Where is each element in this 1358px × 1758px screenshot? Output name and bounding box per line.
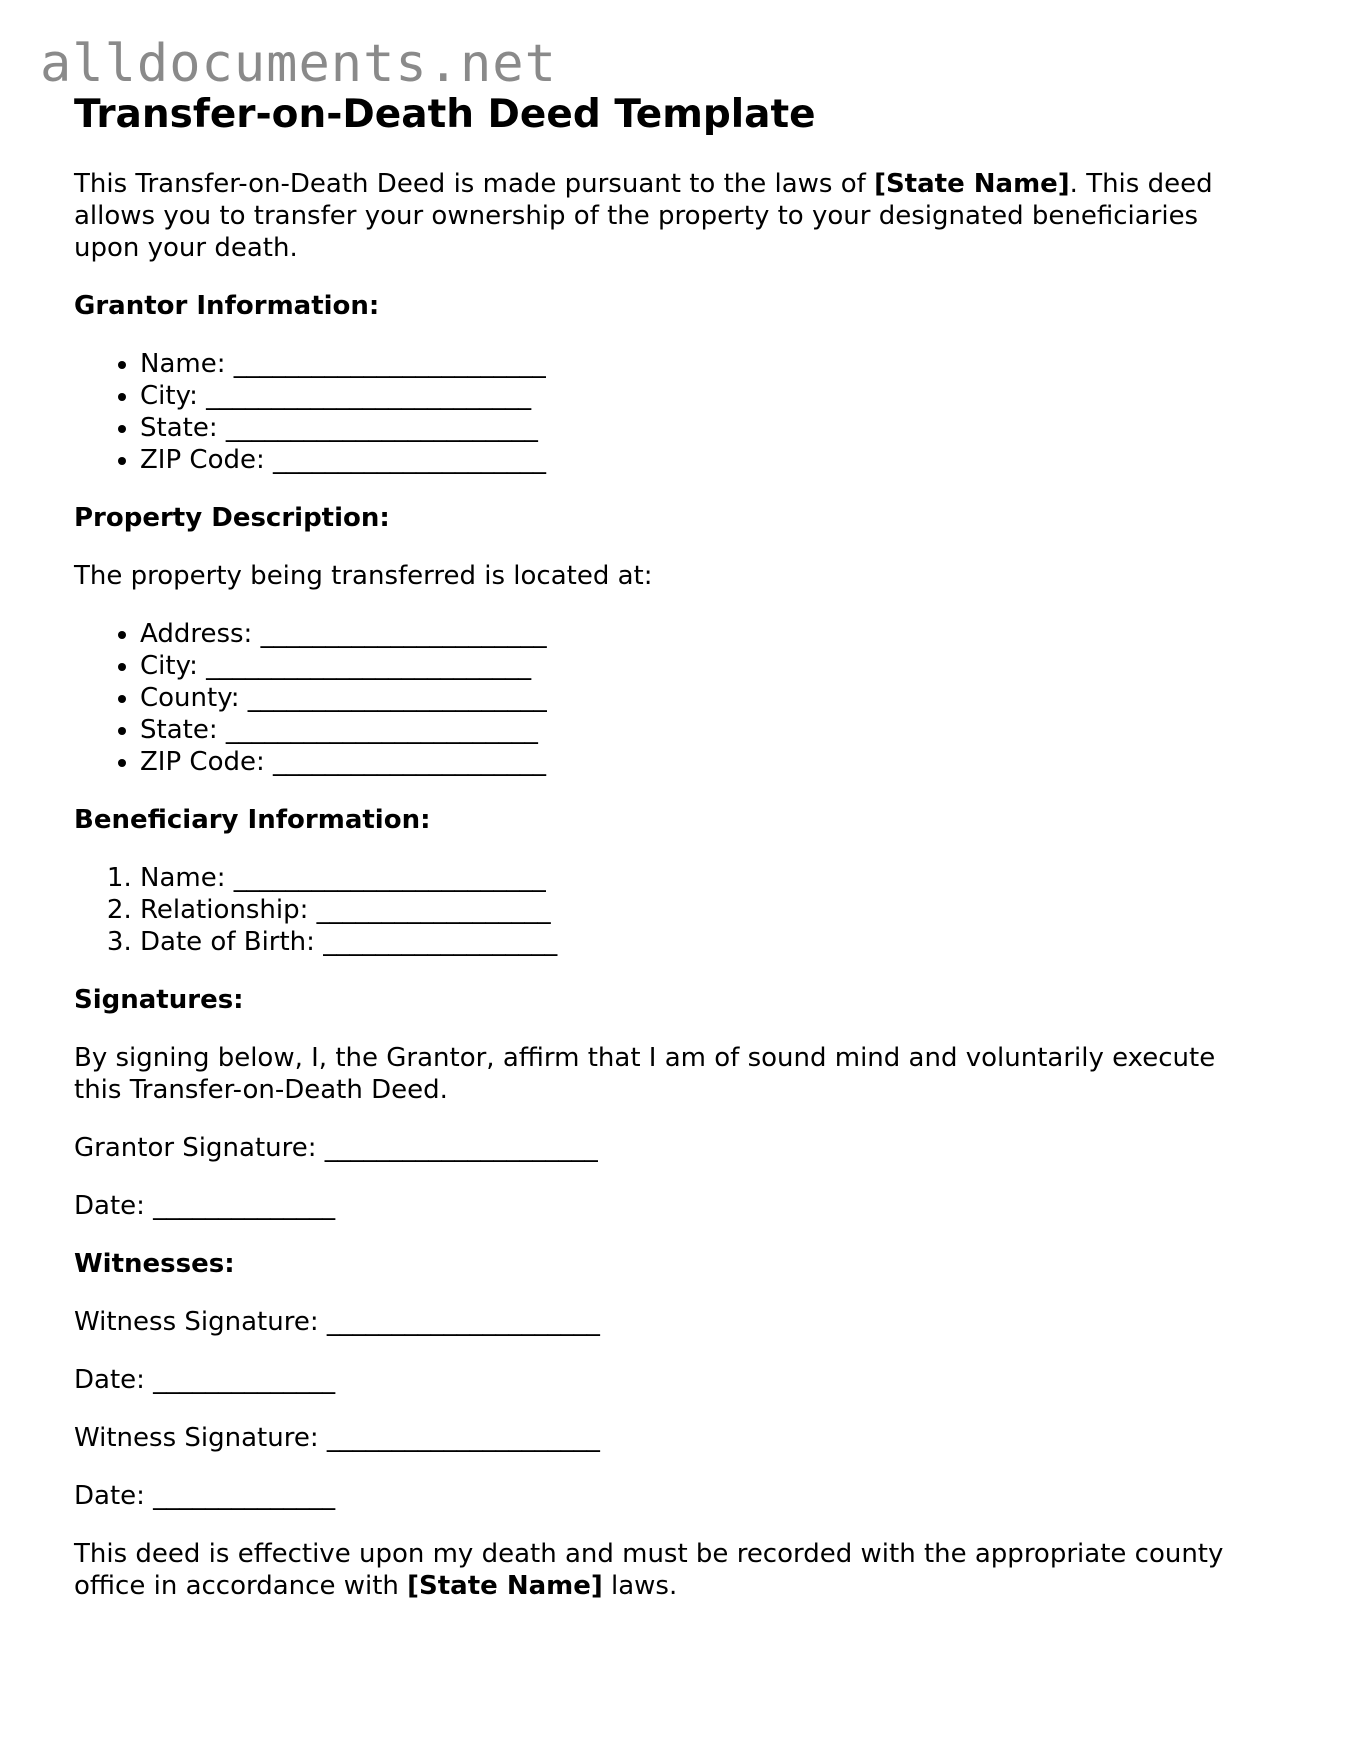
document-page: [74, 92, 1274, 1628]
grantor-state-field: [140, 412, 1274, 444]
field-label: ZIP Code:: [140, 445, 265, 475]
grantor-heading: Grantor Information:: [74, 291, 380, 321]
witness-2-date-line: [74, 1480, 1264, 1512]
field-label: Date:: [74, 1481, 145, 1511]
beneficiary-heading: Beneficiary Information:: [74, 805, 431, 835]
witnesses-heading: Witnesses:: [74, 1249, 235, 1279]
field-label: City:: [140, 651, 198, 681]
fill-in-blank[interactable]: _____________________: [326, 1423, 600, 1453]
field-label: Name:: [140, 863, 226, 893]
fill-in-blank[interactable]: _________________________: [206, 651, 532, 681]
grantor-fields-list: [74, 348, 1274, 476]
property-city-field: [140, 650, 1274, 682]
document-title: Transfer-on-Death Deed Template: [74, 92, 816, 137]
field-label: Date:: [74, 1191, 145, 1221]
grantor-city-field: [140, 380, 1274, 412]
signatures-statement: By signing below, I, the Grantor, affirm that I am of sound mind and voluntarily execute this Transfer-on-Death Deed.: [74, 1043, 1216, 1105]
intro-paragraph: [74, 168, 1264, 264]
witness-1-date-line: [74, 1364, 1264, 1396]
field-label: Grantor Signature:: [74, 1133, 317, 1163]
property-state-field: [140, 714, 1274, 746]
fill-in-blank[interactable]: __________________: [316, 895, 551, 925]
fill-in-blank[interactable]: ________________________: [225, 715, 538, 745]
grantor-name-field: [140, 348, 1274, 380]
intro-text-after: . This deed allows you to transfer your ownership of the property to your designated beneficiaries upon your death.: [74, 169, 1213, 263]
closing-text-after: laws.: [602, 1571, 678, 1601]
watermark-logo: alldocuments.net: [40, 34, 557, 94]
property-county-field: [140, 682, 1274, 714]
property-address-field: [140, 618, 1274, 650]
fill-in-blank[interactable]: _____________________: [273, 747, 547, 777]
intro-state-name: [State Name]: [874, 169, 1070, 199]
fill-in-blank[interactable]: ________________________: [225, 413, 538, 443]
field-label: Name:: [140, 349, 226, 379]
field-label: ZIP Code:: [140, 747, 265, 777]
fill-in-blank[interactable]: ______________________: [260, 619, 547, 649]
fill-in-blank[interactable]: _____________________: [326, 1307, 600, 1337]
fill-in-blank[interactable]: _____________________: [273, 445, 547, 475]
grantor-signature-line: [74, 1132, 1264, 1164]
field-label: Witness Signature:: [74, 1307, 319, 1337]
property-heading: Property Description:: [74, 503, 390, 533]
grantor-date-line: [74, 1190, 1264, 1222]
signatures-heading: Signatures:: [74, 985, 244, 1015]
fill-in-blank[interactable]: ________________________: [233, 863, 546, 893]
witness-2-signature-line: [74, 1422, 1264, 1454]
closing-state-name: [State Name]: [407, 1571, 603, 1601]
beneficiary-dob-field: [140, 926, 1274, 958]
field-label: Date of Birth:: [140, 927, 315, 957]
closing-paragraph: [74, 1538, 1264, 1602]
fill-in-blank[interactable]: _________________________: [206, 381, 532, 411]
fill-in-blank[interactable]: ______________: [153, 1481, 336, 1511]
field-label: State:: [140, 715, 218, 745]
beneficiary-relationship-field: [140, 894, 1274, 926]
field-label: Address:: [140, 619, 253, 649]
beneficiary-name-field: [140, 862, 1274, 894]
property-fields-list: [74, 618, 1274, 778]
witness-1-signature-line: [74, 1306, 1264, 1338]
field-label: County:: [140, 683, 240, 713]
property-intro: The property being transferred is located at:: [74, 561, 653, 591]
fill-in-blank[interactable]: ________________________: [233, 349, 546, 379]
field-label: Relationship:: [140, 895, 309, 925]
fill-in-blank[interactable]: ______________: [153, 1191, 336, 1221]
grantor-zip-field: [140, 444, 1274, 476]
property-zip-field: [140, 746, 1274, 778]
closing-text-before: This deed is effective upon my death and must be recorded with the appropriate county office in accordance with: [74, 1539, 1224, 1601]
beneficiary-fields-list: [74, 862, 1274, 958]
field-label: Date:: [74, 1365, 145, 1395]
fill-in-blank[interactable]: _____________________: [324, 1133, 598, 1163]
fill-in-blank[interactable]: _______________________: [247, 683, 547, 713]
fill-in-blank[interactable]: ______________: [153, 1365, 336, 1395]
field-label: Witness Signature:: [74, 1423, 319, 1453]
field-label: State:: [140, 413, 218, 443]
fill-in-blank[interactable]: __________________: [323, 927, 558, 957]
intro-text-before: This Transfer-on-Death Deed is made pursuant to the laws of: [74, 169, 875, 199]
field-label: City:: [140, 381, 198, 411]
